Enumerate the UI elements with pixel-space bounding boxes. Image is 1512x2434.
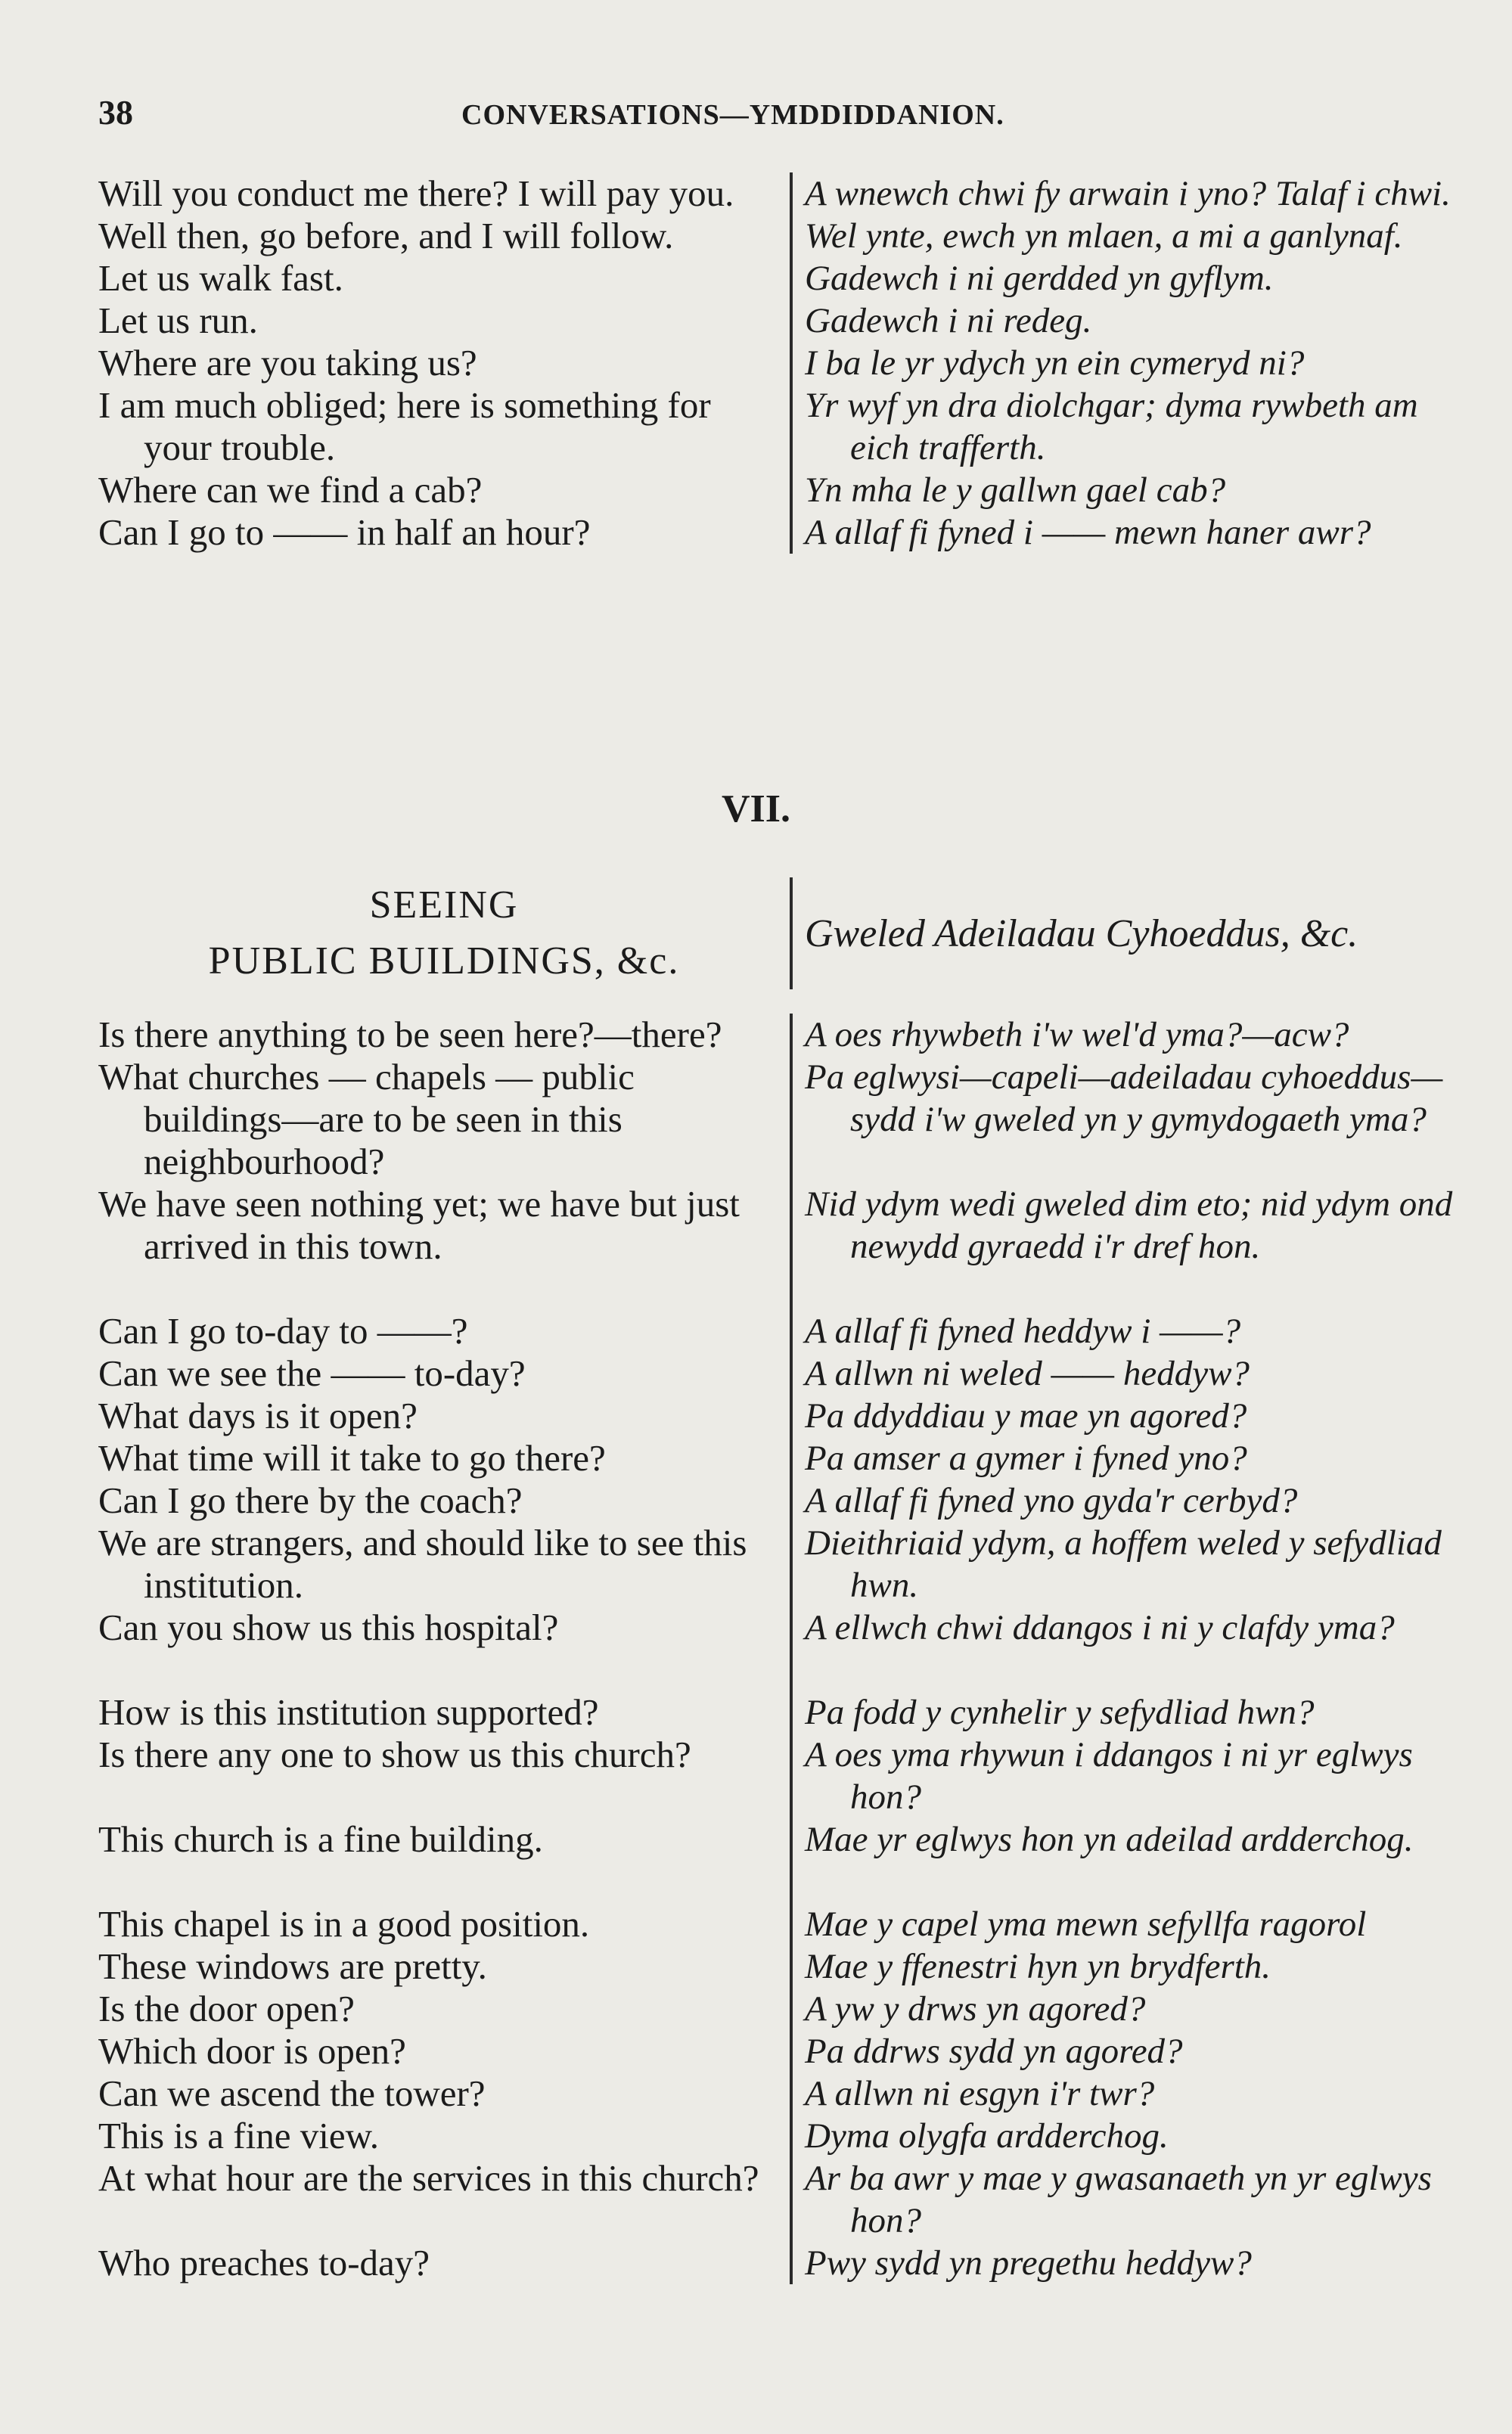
english-phrase: We have seen nothing yet; we have but just arrived in this town. <box>98 1183 793 1268</box>
phrase-pair <box>98 1310 1475 1352</box>
english-phrase: Who preaches to-day? <box>98 2242 793 2284</box>
english-phrase: Can I go to-day to ——? <box>98 1310 793 1352</box>
english-phrase: Let us run. <box>98 300 793 342</box>
section-heading <box>98 877 1475 989</box>
english-phrase: Can I go to —— in half an hour? <box>98 511 793 554</box>
welsh-phrase: Yn mha le y gallwn gael cab? <box>805 470 1226 510</box>
welsh-phrase: A yw y drws yn agored? <box>805 1989 1146 2029</box>
welsh-phrase: Gadewch i ni gerdded yn gyflym. <box>805 259 1274 298</box>
welsh-phrase: Pa fodd y cynhelir y sefydliad hwn? <box>805 1693 1315 1732</box>
welsh-phrase: A allaf fi fyned heddyw i ——? <box>805 1312 1241 1351</box>
english-phrase: What churches — chapels — public buildings—are to be seen in this neighbourhood? <box>98 1056 793 1183</box>
welsh-phrase <box>793 1861 1475 1903</box>
welsh-phrase: Yr wyf yn dra diolchgar; dyma rywbeth am eich trafferth. <box>805 386 1418 467</box>
phrase-pair <box>98 384 1475 469</box>
phrase-list-1 <box>98 172 1475 554</box>
english-phrase <box>98 1268 793 1310</box>
phrase-pair <box>98 2115 1475 2157</box>
english-phrase: Is there anything to be seen here?—there? <box>98 1014 793 1056</box>
section-title-line2: PUBLIC BUILDINGS, &c. <box>208 939 680 983</box>
welsh-phrase: A allwn ni esgyn i'r twr? <box>805 2074 1155 2113</box>
english-phrase: Let us walk fast. <box>98 257 793 300</box>
welsh-phrase: Pa amser a gymer i fyned yno? <box>805 1439 1247 1478</box>
english-phrase: Which door is open? <box>98 2030 793 2072</box>
phrase-pair <box>98 1607 1475 1649</box>
english-phrase: Can we ascend the tower? <box>98 2072 793 2115</box>
english-phrase <box>98 1861 793 1903</box>
english-phrase: At what hour are the services in this church? <box>98 2157 793 2242</box>
english-phrase <box>98 1649 793 1691</box>
phrase-pair <box>98 1395 1475 1437</box>
english-phrase: I am much obliged; here is something for your trouble. <box>98 384 793 469</box>
phrase-pair <box>98 1014 1475 1056</box>
phrase-pair <box>98 1522 1475 1607</box>
phrase-pair <box>98 1988 1475 2030</box>
phrase-pair <box>98 1734 1475 1818</box>
phrase-pair <box>98 1183 1475 1268</box>
english-phrase: What days is it open? <box>98 1395 793 1437</box>
welsh-phrase: A allaf fi fyned yno gyda'r cerbyd? <box>805 1481 1298 1520</box>
english-phrase: Will you conduct me there? I will pay you. <box>98 172 793 215</box>
english-phrase: Well then, go before, and I will follow. <box>98 215 793 257</box>
welsh-phrase: Pa eglwysi—capeli—adeiladau cyhoeddus—sydd i'w gweled yn y gymydogaeth yma? <box>805 1057 1443 1139</box>
phrase-pair <box>98 469 1475 511</box>
english-phrase: We are strangers, and should like to see this institution. <box>98 1522 793 1607</box>
section-title-english <box>98 877 793 989</box>
welsh-phrase: Gadewch i ni redeg. <box>805 301 1092 340</box>
phrase-pair <box>98 1691 1475 1734</box>
english-phrase: What time will it take to go there? <box>98 1437 793 1479</box>
phrase-pair <box>98 215 1475 257</box>
welsh-phrase: Dieithriaid ydym, a hoffem weled y sefydliad hwn. <box>805 1523 1442 1605</box>
welsh-phrase: Dyma olygfa ardderchog. <box>805 2116 1169 2156</box>
english-phrase: Can we see the —— to-day? <box>98 1352 793 1395</box>
welsh-phrase: Ar ba awr y mae y gwasanaeth yn yr eglwys hon? <box>805 2159 1432 2240</box>
phrase-list-2 <box>98 1014 1475 2284</box>
english-phrase: This chapel is in a good position. <box>98 1903 793 1945</box>
spacer-row <box>98 1649 1475 1691</box>
phrase-pair <box>98 1437 1475 1479</box>
english-phrase: Is the door open? <box>98 1988 793 2030</box>
welsh-phrase: Pa ddrws sydd yn agored? <box>805 2032 1183 2071</box>
section-title-welsh: Gweled Adeiladau Cyhoeddus, &c. <box>805 911 1358 955</box>
phrase-pair <box>98 511 1475 554</box>
english-phrase: These windows are pretty. <box>98 1945 793 1988</box>
phrase-pair <box>98 2072 1475 2115</box>
spacer-row <box>98 1268 1475 1310</box>
phrase-pair <box>98 172 1475 215</box>
welsh-phrase: A oes rhywbeth i'w wel'd yma?—acw? <box>805 1015 1349 1054</box>
english-phrase: Where can we find a cab? <box>98 469 793 511</box>
welsh-phrase: Wel ynte, ewch yn mlaen, a mi a ganlynaf. <box>805 216 1403 256</box>
phrase-pair <box>98 2157 1475 2242</box>
welsh-phrase: Pwy sydd yn pregethu heddyw? <box>805 2243 1252 2283</box>
phrase-pair <box>98 1945 1475 1988</box>
welsh-phrase <box>793 1649 1475 1691</box>
page-number: 38 <box>98 93 133 132</box>
english-phrase: How is this institution supported? <box>98 1691 793 1734</box>
welsh-phrase: Mae y ffenestri hyn yn brydferth. <box>805 1947 1271 1986</box>
phrase-pair <box>98 1818 1475 1861</box>
english-phrase: Can you show us this hospital? <box>98 1607 793 1649</box>
section-number: VII. <box>721 787 791 830</box>
welsh-phrase <box>793 1268 1475 1310</box>
welsh-phrase: Pa ddyddiau y mae yn agored? <box>805 1396 1247 1436</box>
phrase-pair <box>98 1479 1475 1522</box>
phrase-pair <box>98 1903 1475 1945</box>
section-title-line1: SEEING <box>369 883 519 927</box>
welsh-phrase: A wnewch chwi fy arwain i yno? Talaf i chwi. <box>805 174 1451 213</box>
welsh-phrase: Mae y capel yma mewn sefyllfa ragorol <box>805 1905 1367 1944</box>
welsh-phrase: Mae yr eglwys hon yn adeilad ardderchog. <box>805 1820 1414 1859</box>
spacer-row <box>98 1861 1475 1903</box>
welsh-phrase: A oes yma rhywun i ddangos i ni yr eglwys hon? <box>805 1735 1413 1817</box>
phrase-pair <box>98 300 1475 342</box>
phrase-pair <box>98 2030 1475 2072</box>
welsh-phrase: A ellwch chwi ddangos i ni y clafdy yma? <box>805 1608 1395 1647</box>
phrase-pair <box>98 257 1475 300</box>
phrase-pair <box>98 342 1475 384</box>
english-phrase: Is there any one to show us this church? <box>98 1734 793 1818</box>
phrase-pair <box>98 2242 1475 2284</box>
welsh-phrase: A allaf fi fyned i —— mewn haner awr? <box>805 513 1371 552</box>
phrase-pair <box>98 1056 1475 1183</box>
english-phrase: This church is a fine building. <box>98 1818 793 1861</box>
welsh-phrase: A allwn ni weled —— heddyw? <box>805 1354 1250 1393</box>
english-phrase: Where are you taking us? <box>98 342 793 384</box>
english-phrase: Can I go there by the coach? <box>98 1479 793 1522</box>
welsh-phrase: Nid ydym wedi gweled dim eto; nid ydym ond newydd gyraedd i'r dref hon. <box>805 1184 1453 1266</box>
welsh-phrase: I ba le yr ydych yn ein cymeryd ni? <box>805 343 1305 383</box>
running-title: CONVERSATIONS—YMDDIDDANION. <box>461 99 1004 131</box>
phrase-pair <box>98 1352 1475 1395</box>
english-phrase: This is a fine view. <box>98 2115 793 2157</box>
page-header <box>98 92 1475 138</box>
